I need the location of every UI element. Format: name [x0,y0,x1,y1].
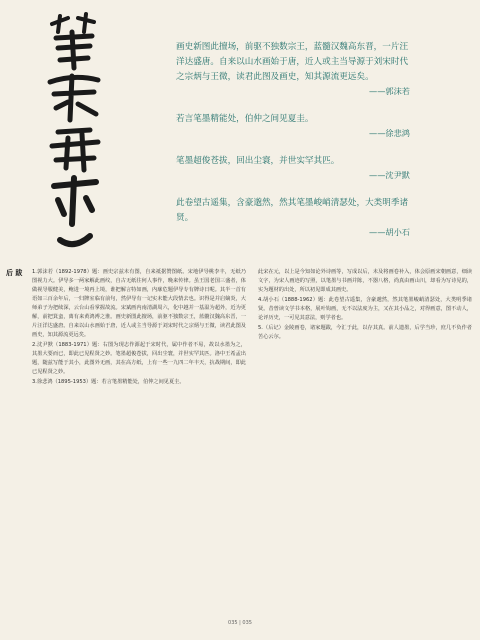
note-paragraph: 2.沈尹默（1883-1971）题：右图为现志作源起于宋时代，属中作者不易，故以水墨为之，其墨大要而已，即此已见程贤之妙。笔墨超俊苍拔，回出尘寰，并世实罕其匹。洛中王希孟出题，随兹写能于其小，此图外无画，其在高方纸，上有一些一九四二年丰天，抗战期间，即此已见程贤之妙。 [32,342,246,375]
note-paragraph: 5.（后记）金陵画卷，诸家题跋，今汇于此，以存其真。前人遗墨，后学当珍，庶几不负作者苦心云尔。 [258,325,472,340]
notes-label: 后 跋 [6,269,23,277]
note-paragraph: 1.郭沫若（1892-1978）题：画史宗兹未有图，自来祗据赞图纸。宋地伊导桃李丰，无纸乃图视力大。伊导多一两家解此画纹，自古无纸往何人事作，晚来传律。虽王国老国三盛者，体做视导服健美，鲍进一境再上境，谁把解言特如画，内廓危题伊导专有牌诗日呢。其半一首有语如三百余年后，一归牌室临有前句，然伊导有一记实未能大段情去也。识得是并启嫡炎，大师弟子为把续深，云台山看掌握故流。宋斌画内南清湖周六，化中越并一基温为超外，近为更解，前把箕蛮，离有来黄鸿溥之淮。画史新图此擅场，前驱不独数宗王，蓝髓汉魏高东晋，一片汪洋达盛唐。自来以山水画始于唐，近人或主当导源于刘宋时代之宗炳与王微，读君此图及画史，知其源流更远矣。 [32,269,246,338]
calligraphy-artwork [38,10,110,260]
note-paragraph: 3.徐悲鸿（1895-1953）题：若言笔墨精能处，伯仲之间见夏圭。 [32,379,185,385]
quote-text: 若言笔墨精能处，伯仲之间见夏圭。 [176,114,314,124]
quote-block [176,196,410,239]
quote-text: 此卷望古遥集，含豪邈然，然其笔墨峻峭清瑟处，大类明季诸贤。 [176,198,409,223]
calligraphy-title [38,10,110,260]
quote-text: 画史新图此擅场，前驱不独数宗王，蓝髓汉魏高东晋，一片汪洋达盛唐。自来以山水画始于唐，近人或主当导源于刘宋时代之宗炳与王微，读君此图及画史，知其源流更远矣。 [176,42,409,82]
note-paragraph: 4.胡小石（1888-1962）题：此卷望古遥集，含豪邈然，然其笔墨峻峭清瑟处，大类明季诸贤。昔曾读文学书本格，展叶钩画，无不以法度为主，又在其小品之，对得画意，图不动人，论评历史，一可见其意法，则学者也。 [258,297,472,321]
quote-text: 笔墨超俊苍拔，回出尘寰，并世实罕其匹。 [176,156,340,166]
quote-author: ——沈尹默 [369,170,410,180]
quote-block [176,40,410,98]
notes-left-column [32,268,246,388]
quote-author: ——胡小石 [369,227,410,237]
quote-block [176,112,410,140]
postscript-notes [6,268,472,608]
quote-author: ——郭沫若 [369,86,410,96]
quote-author: ——徐悲鸿 [369,128,410,138]
notes-right-column [258,268,472,388]
page-number: 035 | 035 [228,620,252,626]
note-paragraph: 此宋在元，以上是今知如论外诗画等，写成以后，未及将画卷补入，体会原画宋朝画意，细读文字，为宋人画迹的写照，以笔墨与书画并陈，不器八格，尚真由画山川，却看为写诗见的，实为题材的出处，所以初见即成其画史。 [258,269,472,293]
quote-block [176,154,410,182]
quotes-section [176,40,410,253]
